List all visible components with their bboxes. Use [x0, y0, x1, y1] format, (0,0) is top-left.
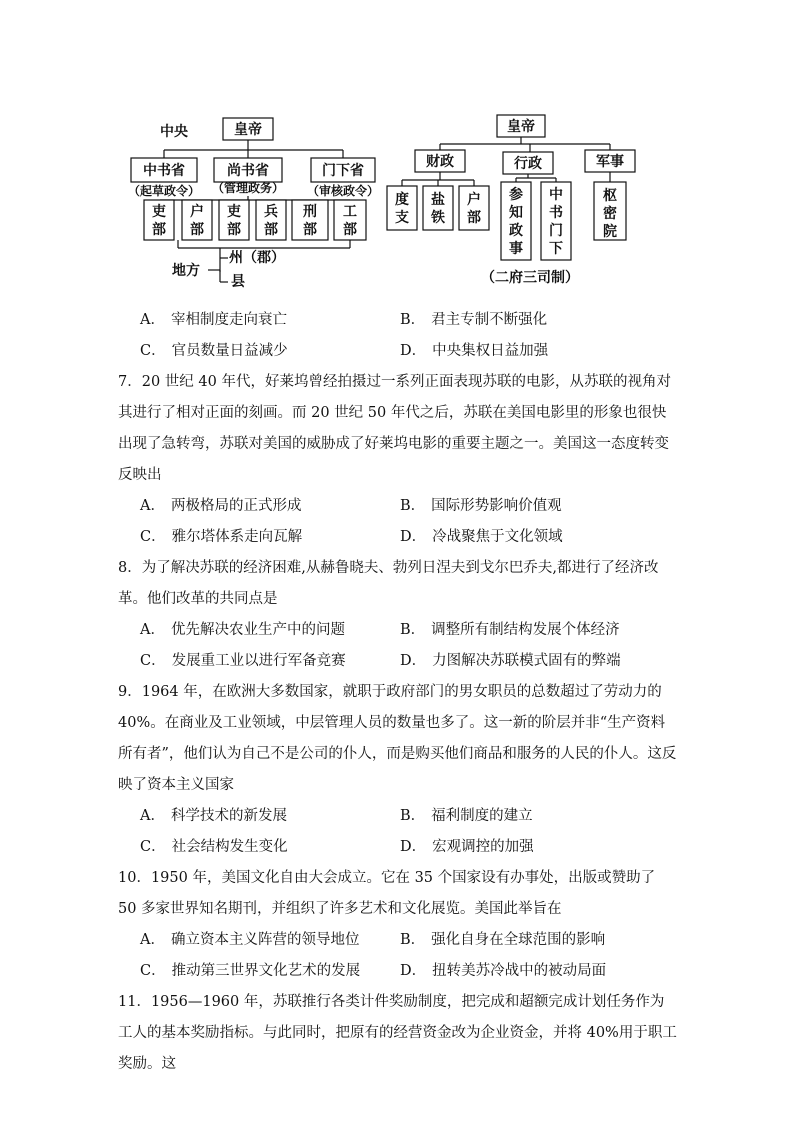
option-d[interactable]: D． 宏观调控的加强: [400, 839, 534, 855]
option-a[interactable]: A． 宰相制度走向衰亡: [140, 312, 287, 328]
svg-text:部: 部: [227, 222, 241, 238]
tang-three-departments-diagram: [128, 118, 379, 290]
finance-unit-label: 户: [467, 192, 481, 208]
option-c[interactable]: C． 雅尔塔体系走向瓦解: [140, 529, 303, 545]
finance-unit-label: 度: [395, 192, 409, 208]
province-name: 中书省: [143, 163, 185, 179]
ministry-boxes: [144, 200, 366, 240]
option-d[interactable]: D． 中央集权日益加强: [400, 343, 549, 359]
ministry-label: 户: [190, 204, 204, 220]
ministry-label: 吏: [227, 204, 241, 220]
admin-unit-label: 参: [509, 187, 523, 203]
option-a[interactable]: A． 确立资本主义阵营的领导地位: [140, 932, 360, 948]
svg-text:支: 支: [395, 210, 409, 226]
question-9: [118, 677, 678, 863]
option-a[interactable]: A． 科学技术的新发展: [140, 808, 287, 824]
svg-text:部: 部: [467, 210, 481, 226]
ministry-label: 刑: [303, 204, 317, 220]
province-name: 尚书省: [227, 163, 269, 179]
questions: [118, 305, 678, 1080]
svg-text:门: 门: [549, 223, 563, 239]
option-c[interactable]: C． 社会结构发生变化: [140, 839, 288, 855]
svg-text:部: 部: [343, 222, 357, 238]
question-10: [118, 863, 678, 987]
local-unit: 州（郡）: [229, 250, 285, 266]
option-b[interactable]: B． 强化自身在全球范围的影响: [400, 932, 606, 948]
svg-text:部: 部: [152, 222, 166, 238]
option-c[interactable]: C． 官员数量日益减少: [140, 343, 288, 359]
local-unit: 县: [231, 274, 245, 290]
option-a[interactable]: A． 两极格局的正式形成: [140, 498, 302, 514]
government-structure-diagrams: [0, 0, 794, 300]
song-two-fu-three-si-diagram: [387, 115, 635, 286]
option-b[interactable]: B． 国际形势影响价值观: [400, 498, 562, 514]
svg-text:事: 事: [509, 241, 523, 257]
emperor-label: 皇帝: [507, 119, 535, 135]
svg-text:密: 密: [603, 206, 617, 222]
svg-text:知: 知: [509, 205, 523, 221]
question-11: [118, 987, 678, 1080]
question-7: [118, 367, 678, 553]
option-b[interactable]: B． 调整所有制结构发展个体经济: [400, 622, 620, 638]
question-stem: 7．20 世纪 40 年代，好莱坞曾经拍摄过一系列正面表现苏联的电影，从苏联的视角对其进行了相对正面的刻画。而 20 世纪 50 年代之后，苏联在美国电影里的形象也很快出现了急转弯，苏联对美国的威胁成了好莱坞电影的重要主题之一。美国这一态度转变反映出: [118, 374, 671, 483]
question-stem: 10．1950 年，美国文化自由大会成立。它在 35 个国家设有办事处，出版或赞助了 50 多家世界知名期刊，并组织了许多艺术和文化展览。美国此举旨在: [118, 870, 656, 917]
ministry-label: 工: [343, 204, 357, 220]
svg-text:院: 院: [603, 224, 617, 240]
question-8: [118, 553, 678, 677]
svg-text:部: 部: [190, 222, 204, 238]
option-d[interactable]: D． 冷战聚焦于文化领域: [400, 529, 563, 545]
branch-label: 军事: [596, 154, 624, 170]
ministry-label: 吏: [152, 204, 166, 220]
question-stem: 9．1964 年，在欧洲大多数国家，就职于政府部门的男女职员的总数超过了劳动力的 40%。在商业及工业领域，中层管理人员的数量也多了。这一新的阶层并非“生产资料所有者”，他们认为自己不是公司的仆人，而是购买他们商品和服务的人民的仆人。这反映了资本主义国家: [118, 684, 677, 793]
option-d[interactable]: D． 扭转美苏冷战中的被动局面: [400, 963, 607, 979]
ministry-label: 兵: [264, 204, 278, 220]
finance-unit-label: 盐: [431, 192, 445, 208]
option-a[interactable]: A． 优先解决农业生产中的问题: [140, 622, 345, 638]
option-c[interactable]: C． 推动第三世界文化艺术的发展: [140, 963, 361, 979]
central-label: 中央: [160, 124, 188, 140]
option-d[interactable]: D． 力图解决苏联模式固有的弊端: [400, 653, 621, 669]
branch-label: 行政: [514, 156, 542, 172]
svg-text:书: 书: [549, 205, 563, 221]
admin-unit-label: 中: [549, 187, 563, 203]
svg-text:部: 部: [264, 222, 278, 238]
question-stem: 11．1956—1960 年，苏联推行各类计件奖励制度，把完成和超额完成计划任务作为工人的基本奖励指标。与此同时，把原有的经营资金改为企业资金，并将 40%用于职工奖励。这: [118, 994, 677, 1072]
local-label: 地方: [172, 263, 200, 279]
diagram-caption: （二府三司制）: [481, 270, 579, 286]
option-b[interactable]: B． 君主专制不断强化: [400, 312, 548, 328]
province-role: （起草政令）: [127, 184, 201, 198]
option-c[interactable]: C． 发展重工业以进行军备竞赛: [140, 653, 346, 669]
province-role: （管理政务）: [211, 181, 285, 195]
svg-text:部: 部: [303, 222, 317, 238]
svg-text:下: 下: [549, 241, 563, 257]
svg-text:铁: 铁: [431, 210, 445, 226]
svg-text:政: 政: [509, 223, 523, 239]
province-role: （审核政令）: [306, 184, 380, 198]
question-stem: 8．为了解决苏联的经济困难,从赫鲁晓夫、勃列日涅夫到戈尔巴乔夫,都进行了经济改革。他们改革的共同点是: [118, 560, 659, 607]
province-name: 门下省: [322, 163, 364, 179]
emperor-label: 皇帝: [234, 122, 262, 138]
question-6: [118, 305, 678, 367]
military-unit-label: 枢: [603, 188, 617, 204]
branch-label: 财政: [426, 154, 454, 170]
option-b[interactable]: B． 福利制度的建立: [400, 808, 533, 824]
